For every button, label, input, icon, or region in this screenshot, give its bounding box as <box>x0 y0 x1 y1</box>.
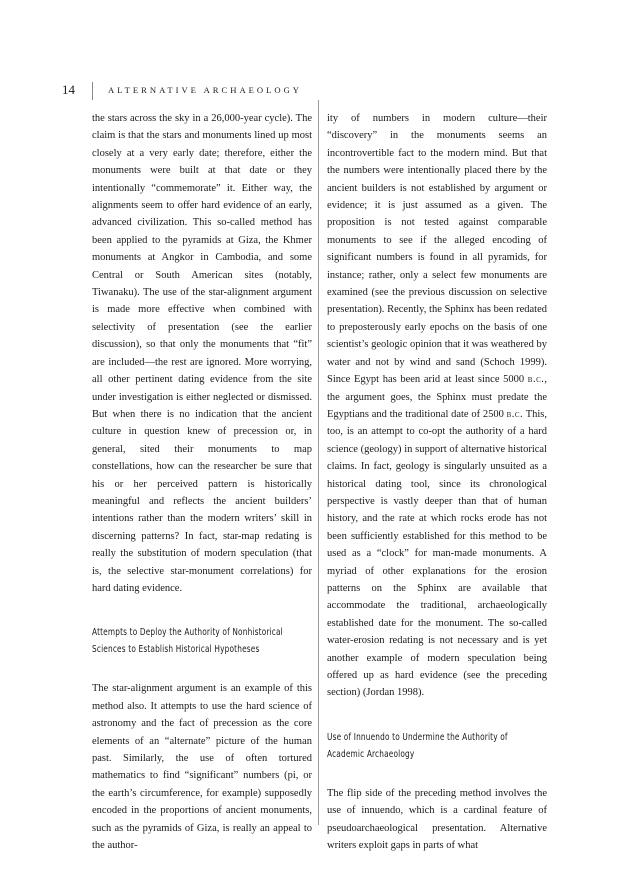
body-paragraph: The star-alignment argument is an example of this method also. It attempts to use the hard science of astronomy and the fact of precession as the core elements of an “alternate” picture of the human past. Similarly, the use of often tortured mathematics to find “significant” numbers (pi, or the earth’s circumference, for example) supposedly encoded in the proportions of ancient monuments, such as the pyramids of Giza, is really an appeal to the author- <box>92 683 312 852</box>
section-heading: Use of Innuendo to Undermine the Authority of Academic Archaeology <box>327 731 508 760</box>
section-heading: Attempts to Deploy the Authority of Nonhistorical Sciences to Establish Historical Hypotheses <box>92 627 283 656</box>
body-paragraph <box>327 110 547 702</box>
left-column <box>92 110 312 854</box>
body-paragraph: the stars across the sky in a 26,000-year cycle). The claim is that the stars and monuments lined up most closely at a very early date; therefore, either the monuments were built at that date or they intentionally “commemorate” it. Either way, the alignments seem to offer hard evidence of an early, advanced civilization. This so-called method has been applied to the pyramids at Giza, the Khmer monuments at Angkor in Cambodia, and some Central or South American sites (notably, Tiwanaku). The use of the star-alignment argument is made more effective when combined with selectivity of presentation (see the earlier discussion), so that only the monuments that “fit” are included—the rest are ignored. More worrying, all other pertinent dating evidence from the site under investigation is either neglected or dismissed. But when there is no indication that the ancient culture in question knew of precession or, in general, sited their monuments to map constellations, how can the researcher be sure that his or her perceived pattern is historically meaningful and reflects the ancient builders’ intentions rather than the modern writers’ skill in discerning patterns? In fact, star-map redating is really the substitution of modern speculation (that is, the selective star-monument correlations) for hard dating evidence. <box>92 113 312 594</box>
column-divider <box>318 100 319 825</box>
right-column <box>327 110 547 854</box>
text-run: , the argument goes, the Sphinx must predate the Egyptians and the traditional date of 2500 <box>327 374 547 420</box>
text-run: ity of numbers in modern culture—their “discovery” in the monuments seems an incontrovertible fact to the modern mind. But that the numbers were intentionally placed there by the ancient builders is not established by argument or evidence; it is just assumed as a given. The proposition is not tested against comparable monuments to see if the alleged encoding of significant numbers is found in all pyramids, for instance; rather, only a select few monuments are examined (see the previous discussion on selective presentation). Recently, the Sphinx has been redated to preposterously early epochs on the basis of one scientist’s geologic opinion that it was weathered by water and not by wind and sand (Schoch 1999). Since Egypt has been arid at least since 5000 <box>327 113 547 386</box>
era-abbreviation: b.c. <box>506 408 524 420</box>
header-rule <box>92 82 93 100</box>
body-paragraph: The flip side of the preceding method involves the use of innuendo, which is a cardinal feature of pseudoarchaeological presentation. Alternative writers exploit gaps in parts of what <box>327 787 547 852</box>
text-run: This, too, is an attempt to co-opt the authority of a hard science (geology) in support of alternative historical claims. In fact, geology is singularly unsuited as a historical dating tool, since its chronological perspective is vastly deeper than that of human history, and the rate at which rocks erode has not been sufficiently established for this method to be used as a “clock” for man-made monuments. A myriad of other explanations for the erosion patterns on the Sphinx are available that accommodate the traditional, archaeologically established date for the monument. The so-called water-erosion redating is not necessary and is yet another example of modern speculation being offered up as hard evidence (see the preceding section) (Jordan 1998). <box>327 408 547 699</box>
page-number: 14 <box>62 82 75 97</box>
running-head: ALTERNATIVE ARCHAEOLOGY <box>108 85 303 95</box>
era-abbreviation: b.c. <box>527 374 545 386</box>
